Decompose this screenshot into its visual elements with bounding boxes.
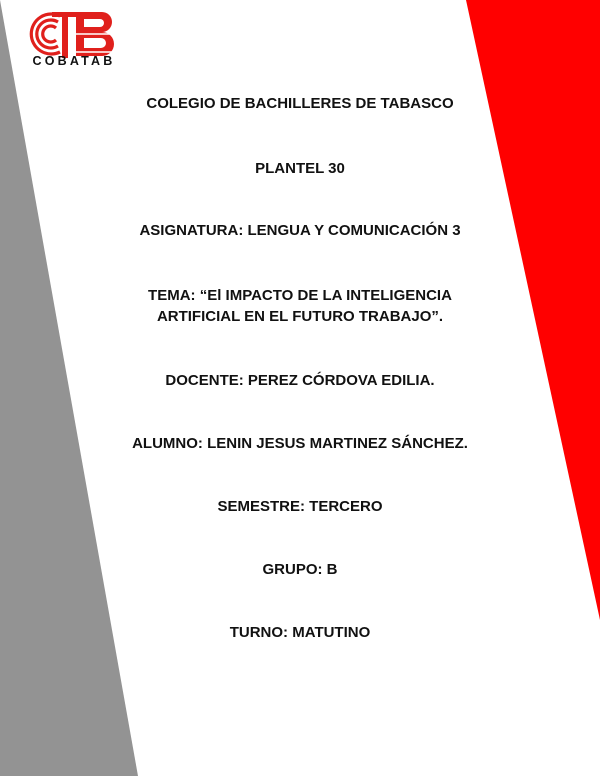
- student-line: ALUMNO: LENIN JESUS MARTINEZ SÁNCHEZ.: [132, 435, 468, 452]
- group-line: GRUPO: B: [262, 561, 338, 578]
- college-name: COLEGIO DE BACHILLERES DE TABASCO: [146, 95, 454, 112]
- semester-line: SEMESTRE: TERCERO: [217, 498, 383, 515]
- teacher-line: DOCENTE: PEREZ CÓRDOVA EDILIA.: [165, 372, 435, 389]
- topic-line-1: TEMA: “El IMPACTO DE LA INTELIGENCIA: [148, 287, 452, 304]
- subject-line: ASIGNATURA: LENGUA Y COMUNICACIÓN 3: [139, 222, 461, 239]
- shift-line: TURNO: MATUTINO: [229, 624, 371, 641]
- logo-wordmark: COBATAB: [32, 54, 116, 68]
- campus-line: PLANTEL 30: [255, 160, 345, 177]
- topic-line-2: ARTIFICIAL EN EL FUTURO TRABAJO”.: [156, 308, 444, 325]
